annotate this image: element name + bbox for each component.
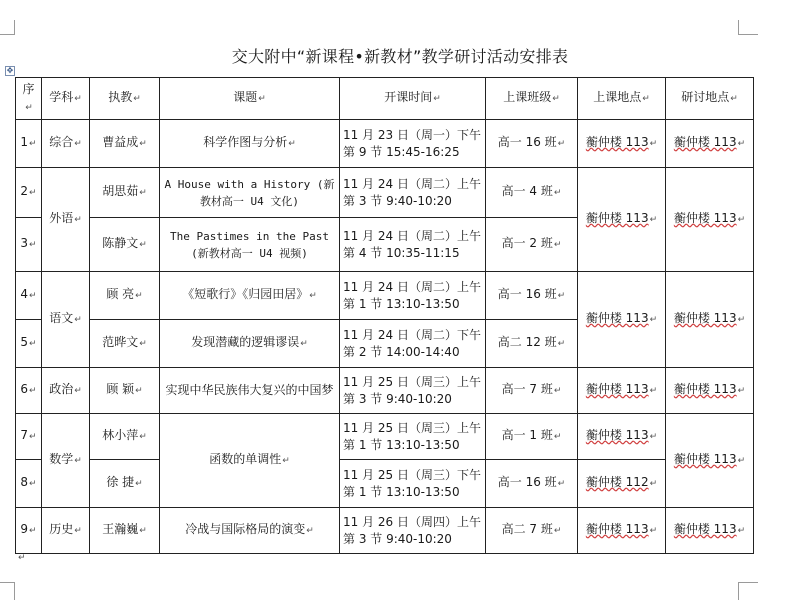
row-number: 7↵: [16, 414, 42, 460]
page-corner-mark: [0, 582, 14, 583]
class-cell: 高一 1 班↵: [486, 414, 578, 460]
header-cell: 上课班级↵: [486, 78, 578, 120]
table-move-handle-icon[interactable]: ✥: [6, 66, 14, 75]
subject-cell: 历史↵: [42, 508, 90, 554]
time-cell: 11 月 25 日（周三）上午第 1 节 13:10-13:50: [340, 414, 486, 460]
teacher-cell: 顾 亮↵: [90, 272, 160, 320]
header-cell: 执教↵: [90, 78, 160, 120]
document-title: 交大附中“新课程•新教材”教学研讨活动安排表: [231, 47, 569, 66]
row-number: 2↵: [16, 168, 42, 218]
discuss-cell: 蘅仲楼 113↵: [666, 368, 754, 414]
teacher-cell: 范晔文↵: [90, 320, 160, 368]
row-number: 6↵: [16, 368, 42, 414]
subject-cell: 外语↵: [42, 168, 90, 272]
page-corner-mark: [14, 582, 15, 600]
table-row: [16, 414, 754, 460]
subject-cell: 语文↵: [42, 272, 90, 368]
table-row: [16, 508, 754, 554]
page-corner-mark: [738, 582, 758, 583]
table-row: [16, 168, 754, 218]
row-number: 8↵: [16, 460, 42, 508]
class-cell: 高一 2 班↵: [486, 218, 578, 272]
row-number: 3↵: [16, 218, 42, 272]
time-cell: 11 月 24 日（周二）下午第 2 节 14:00-14:40: [340, 320, 486, 368]
topic-cell: The Pastimes in the Past (新教材高一 U4 视频): [160, 218, 340, 272]
subject-cell: 综合↵: [42, 120, 90, 168]
teacher-cell: 陈静文↵: [90, 218, 160, 272]
header-cell: 课题↵: [160, 78, 340, 120]
topic-cell: 《短歌行》《归园田居》↵: [160, 272, 340, 320]
class-cell: 高一 16 班↵: [486, 460, 578, 508]
topic-cell: 冷战与国际格局的演变↵: [160, 508, 340, 554]
class-cell: 高二 12 班↵: [486, 320, 578, 368]
discuss-cell: 蘅仲楼 113↵: [666, 508, 754, 554]
room-cell: 蘅仲楼 113↵: [578, 272, 666, 368]
class-cell: 高二 7 班↵: [486, 508, 578, 554]
teacher-cell: 曹益成↵: [90, 120, 160, 168]
discuss-cell: 蘅仲楼 113↵: [666, 168, 754, 272]
time-cell: 11 月 24 日（周二）上午第 3 节 9:40-10:20: [340, 168, 486, 218]
row-number: 4↵: [16, 272, 42, 320]
time-cell: 11 月 24 日（周二）上午第 1 节 13:10-13:50: [340, 272, 486, 320]
teacher-cell: 胡思茹↵: [90, 168, 160, 218]
header-cell: 研讨地点↵: [666, 78, 754, 120]
topic-cell: 科学作图与分析↵: [160, 120, 340, 168]
header-cell: 开课时间↵: [340, 78, 486, 120]
topic-cell: 发现潜藏的逻辑谬误↵: [160, 320, 340, 368]
row-number: 1↵: [16, 120, 42, 168]
page-corner-mark: [14, 20, 15, 34]
room-cell: 蘅仲楼 113↵: [578, 120, 666, 168]
schedule-table: [15, 77, 754, 554]
class-cell: 高一 4 班↵: [486, 168, 578, 218]
room-cell: 蘅仲楼 113↵: [578, 508, 666, 554]
table-row: [16, 368, 754, 414]
table-row: [16, 272, 754, 320]
room-cell: 蘅仲楼 113↵: [578, 168, 666, 272]
room-cell: 蘅仲楼 112↵: [578, 460, 666, 508]
teacher-cell: 徐 捷↵: [90, 460, 160, 508]
teacher-cell: 王瀚巍↵: [90, 508, 160, 554]
time-cell: 11 月 25 日（周三）下午第 1 节 13:10-13:50: [340, 460, 486, 508]
time-cell: 11 月 23 日（周一）下午第 9 节 15:45-16:25: [340, 120, 486, 168]
topic-cell: A House with a History (新教材高一 U4 文化): [160, 168, 340, 218]
discuss-cell: 蘅仲楼 113↵: [666, 414, 754, 508]
header-cell: 序↵: [16, 78, 42, 120]
header-row: [16, 78, 754, 120]
paragraph-mark-icon: ↵: [18, 553, 26, 563]
time-cell: 11 月 25 日（周三）上午第 3 节 9:40-10:20: [340, 368, 486, 414]
time-cell: 11 月 24 日（周二）上午第 4 节 10:35-11:15: [340, 218, 486, 272]
discuss-cell: 蘅仲楼 113↵: [666, 120, 754, 168]
subject-cell: 数学↵: [42, 414, 90, 508]
room-cell: 蘅仲楼 113↵: [578, 414, 666, 460]
table-row: [16, 120, 754, 168]
class-cell: 高一 7 班↵: [486, 368, 578, 414]
teacher-cell: 顾 颖↵: [90, 368, 160, 414]
table-row: [16, 460, 754, 508]
room-cell: 蘅仲楼 113↵: [578, 368, 666, 414]
topic-cell: 实现中华民族伟大复兴的中国梦: [160, 368, 340, 414]
row-number: 9↵: [16, 508, 42, 554]
teacher-cell: 林小萍↵: [90, 414, 160, 460]
discuss-cell: 蘅仲楼 113↵: [666, 272, 754, 368]
subject-cell: 政治↵: [42, 368, 90, 414]
topic-cell: 函数的单调性↵: [160, 414, 340, 508]
row-number: 5↵: [16, 320, 42, 368]
time-cell: 11 月 26 日（周四）上午第 3 节 9:40-10:20: [340, 508, 486, 554]
page-corner-mark: [738, 582, 739, 600]
class-cell: 高一 16 班↵: [486, 120, 578, 168]
page-corner-mark: [738, 20, 739, 34]
page-corner-mark: [0, 34, 15, 35]
class-cell: 高一 16 班↵: [486, 272, 578, 320]
header-cell: 上课地点↵: [578, 78, 666, 120]
page-corner-mark: [738, 34, 758, 35]
header-cell: 学科↵: [42, 78, 90, 120]
